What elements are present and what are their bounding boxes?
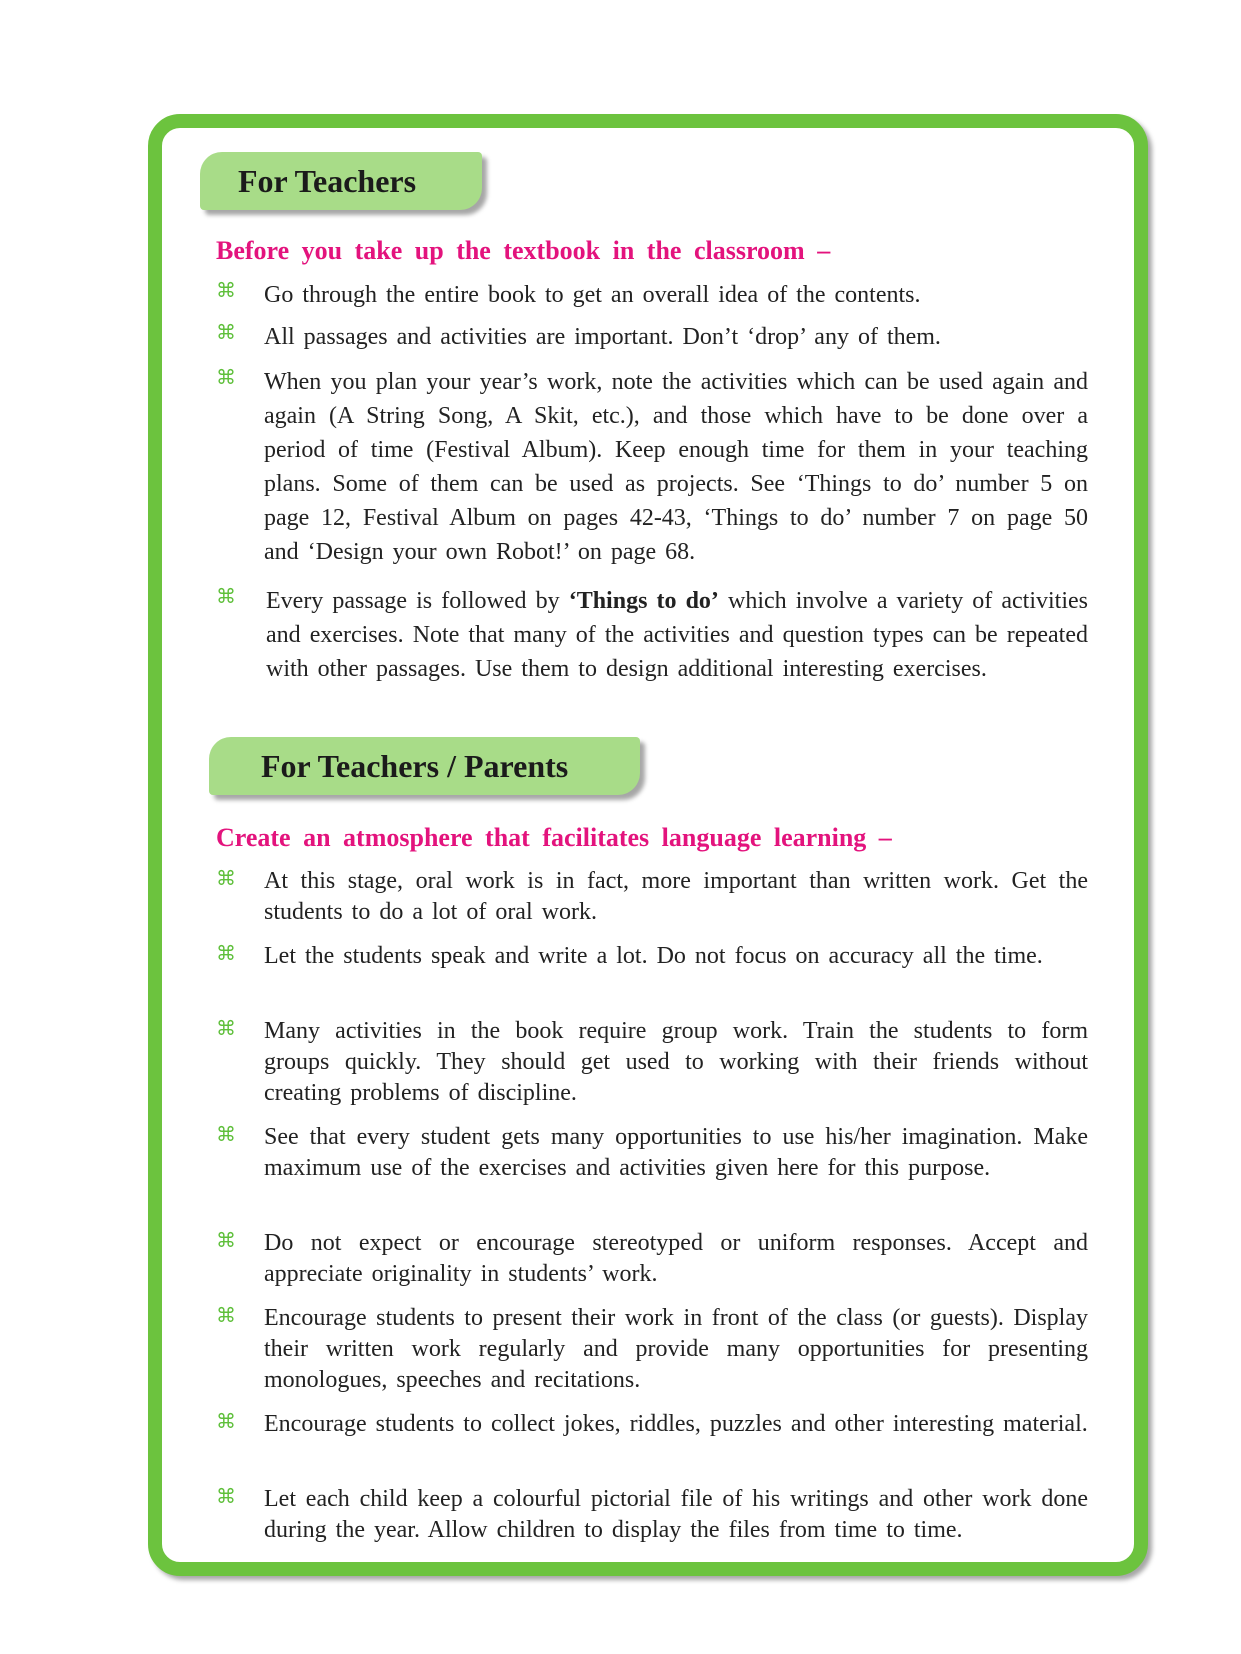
list-item: [216, 866, 1088, 928]
command-bullet-icon: ⌘: [216, 1303, 236, 1327]
list-item: [216, 584, 1088, 686]
list-item: [216, 1409, 1088, 1440]
command-bullet-icon: ⌘: [216, 1484, 236, 1508]
things-to-do-bold: ‘Things to do’: [568, 588, 719, 614]
command-bullet-icon: ⌘: [216, 1122, 236, 1146]
command-bullet-icon: ⌘: [216, 866, 236, 890]
section-title-for-teachers-parents: For Teachers / Parents: [209, 737, 640, 795]
list-item-text: All passages and activities are important. Don’t ‘drop’ any of them.: [264, 324, 941, 350]
command-bullet-icon: ⌘: [216, 1228, 236, 1252]
list-item-text: [266, 584, 1088, 686]
text-after-bold: which involve a variety of activities and exercises. Note that many of the activities and question types can be repeated with other passages. Use them to design additional interesting exercises.: [266, 588, 1088, 682]
command-bullet-icon: ⌘: [216, 941, 236, 965]
section-subheading-create-atmosphere: Create an atmosphere that facilitates language learning –: [216, 823, 892, 852]
list-item-text: Let the students speak and write a lot. Do not focus on accuracy all the time.: [264, 943, 1043, 969]
list-item: [216, 1122, 1088, 1184]
list-item: [216, 1484, 1088, 1546]
section-title-for-teachers: For Teachers: [200, 152, 482, 210]
command-bullet-icon: ⌘: [216, 320, 236, 344]
list-item: [216, 1303, 1088, 1396]
list-item: [216, 1228, 1088, 1290]
command-bullet-icon: ⌘: [216, 278, 236, 302]
list-item-text: Let each child keep a colourful pictorial file of his writings and other work done during the year. Allow children to display the files from time to time.: [264, 1486, 1088, 1543]
text-before-bold: Every passage is followed by: [266, 588, 569, 614]
list-item-text: Go through the entire book to get an overall idea of the contents.: [264, 282, 921, 308]
list-item: [216, 278, 1088, 312]
command-bullet-icon: ⌘: [216, 365, 236, 389]
list-item-text: Encourage students to collect jokes, riddles, puzzles and other interesting material.: [264, 1411, 1088, 1437]
list-item-text: At this stage, oral work is in fact, more important than written work. Get the students to do a lot of oral work.: [264, 868, 1088, 925]
list-item: [216, 320, 1088, 354]
command-bullet-icon: ⌘: [216, 1016, 236, 1040]
list-item-text: Many activities in the book require group work. Train the students to form groups quickly. They should get used to working with their friends without creating problems of discipline.: [264, 1018, 1088, 1106]
list-item-text: Encourage students to present their work in front of the class (or guests). Display their written work regularly and provide many opportunities for presenting monologues, speeches and recitations.: [264, 1305, 1088, 1393]
list-item-text: See that every student gets many opportunities to use his/her imagination. Make maximum use of the exercises and activities given here for this purpose.: [264, 1124, 1088, 1181]
command-bullet-icon: ⌘: [216, 1409, 236, 1433]
list-item: [216, 1016, 1088, 1109]
list-item: [216, 365, 1088, 569]
section-subheading-before-textbook: Before you take up the textbook in the classroom –: [216, 236, 831, 265]
command-bullet-icon: ⌘: [216, 584, 236, 608]
list-item: [216, 941, 1088, 972]
list-item-text: When you plan your year’s work, note the activities which can be used again and again (A String Song, A Skit, etc.), and those which have to be done over a period of time (Festival Album). Keep enough time for them in your teaching plans. Some of them can be used as projects. See ‘Things to do’ number 5 on page 12, Festival Album on pages 42-43, ‘Things to do’ number 7 on page 50 and ‘Design your own Robot!’ on page 68.: [264, 369, 1088, 565]
list-item-text: Do not expect or encourage stereotyped or uniform responses. Accept and appreciate originality in students’ work.: [264, 1230, 1088, 1287]
